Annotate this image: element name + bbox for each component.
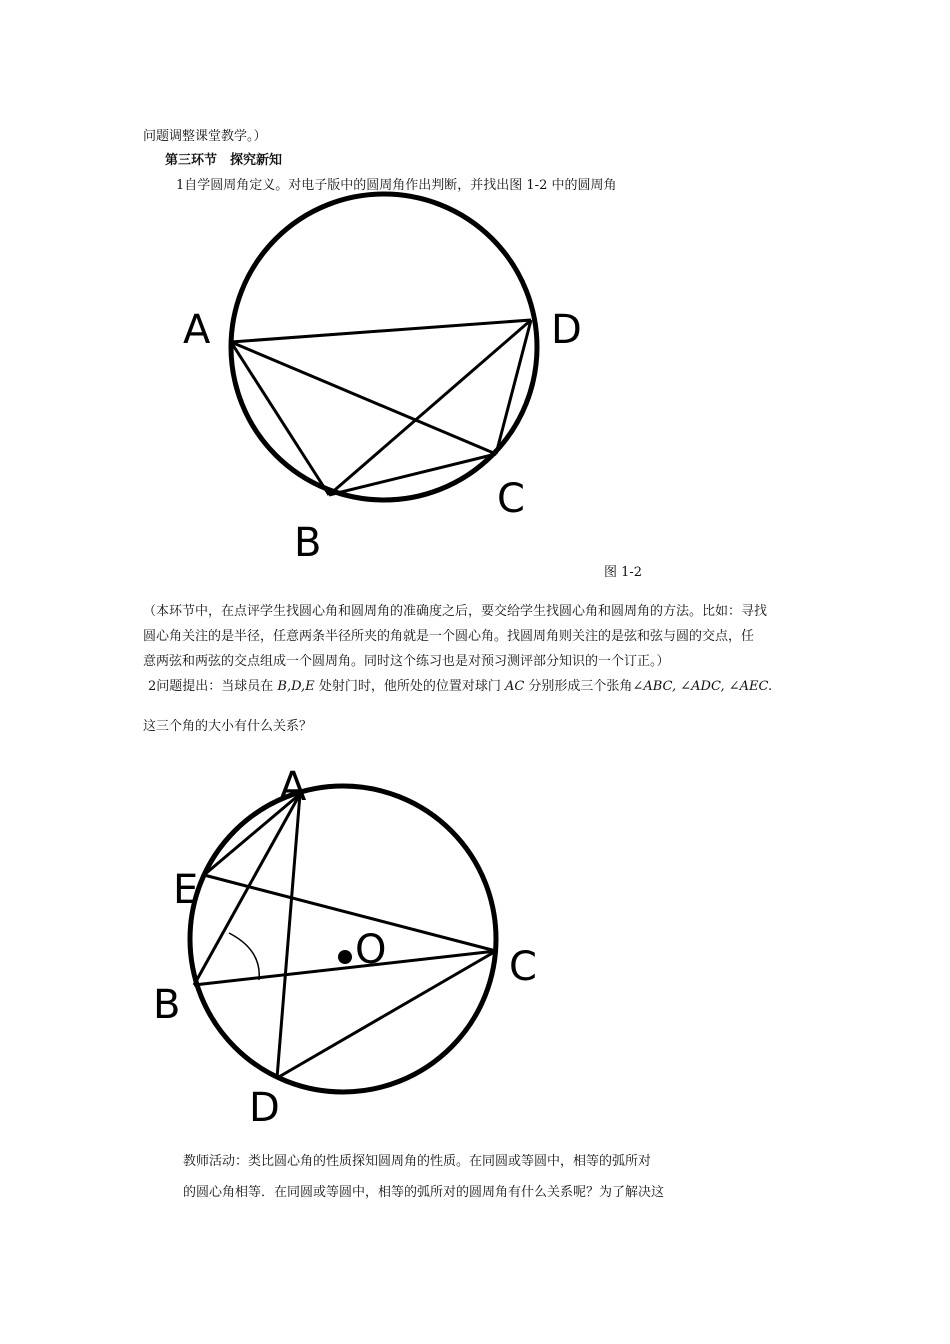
chord-DC (277, 951, 496, 1078)
center-point-O (338, 950, 352, 964)
fig2-label-O: O (355, 927, 387, 973)
question-text-e: 分别形成三个张角 (524, 679, 633, 694)
fig2-label-A: A (279, 764, 307, 810)
fig2-label-C: C (509, 944, 537, 990)
figure-2 (0, 750, 950, 1130)
fig2-label-E: E (173, 867, 199, 913)
teacher-activity-line-1: 教师活动：类比圆心角的性质探知圆周角的性质。在同圆或等圆中，相等的弧所对 (183, 1154, 652, 1169)
figure-caption: 图 1-2 (604, 565, 643, 580)
chord-AC (231, 342, 496, 454)
teacher-activity-line-2: 的圆心角相等．在同圆或等圆中，相等的弧所对的圆周角有什么关系呢？为了解决这 (183, 1185, 665, 1200)
figure-1-2 (0, 0, 950, 600)
chord-EC (204, 875, 496, 951)
angle-arc-B (229, 933, 259, 980)
question-text-a: 2问题提出：当球员在 (148, 679, 278, 694)
paragraph-line-2: 圆心角关注的是半径，任意两条半径所夹的角就是一个圆心角。找圆周角则关注的是弦和弦与圆的交点，任 (143, 629, 755, 644)
fig1-label-A: A (183, 307, 211, 353)
question-goal: AC (504, 679, 525, 694)
chord-AD (277, 794, 300, 1078)
chord-AD (231, 320, 531, 342)
question-text-c: 处射门时，他所处的位置对球门 (314, 679, 505, 694)
text-line-2: 1自学圆周角定义。对电子版中的圆周角作出判断，并找出图 1-2 中的圆周角 (176, 178, 617, 193)
fig1-label-B: B (294, 520, 322, 566)
fig1-label-D: D (551, 307, 582, 353)
question-line-2: 这三个角的大小有什么关系？ (143, 719, 313, 734)
question-line (148, 678, 772, 696)
text-line-1: 问题调整课堂教学。） (143, 129, 267, 144)
fig2-label-B: B (153, 982, 181, 1028)
fig1-label-C: C (497, 476, 525, 522)
question-points: B,D,E (277, 679, 315, 694)
chord-AB (231, 342, 329, 495)
paragraph-line-3: 意两弦和两弦的交点组成一个圆周角。同时这个练习也是对预习测评部分知识的一个订正。） (143, 654, 670, 669)
question-angles: ∠ABC, ∠ADC, ∠AEC. (632, 679, 773, 694)
fig2-label-D: D (249, 1085, 280, 1131)
section-heading: 第三环节 探究新知 (165, 153, 283, 168)
paragraph-line-1: （本环节中，在点评学生找圆心角和圆周角的准确度之后，要交给学生找圆心角和圆周角的方法。比如：寻找 (143, 604, 768, 619)
chord-DC (496, 320, 531, 454)
